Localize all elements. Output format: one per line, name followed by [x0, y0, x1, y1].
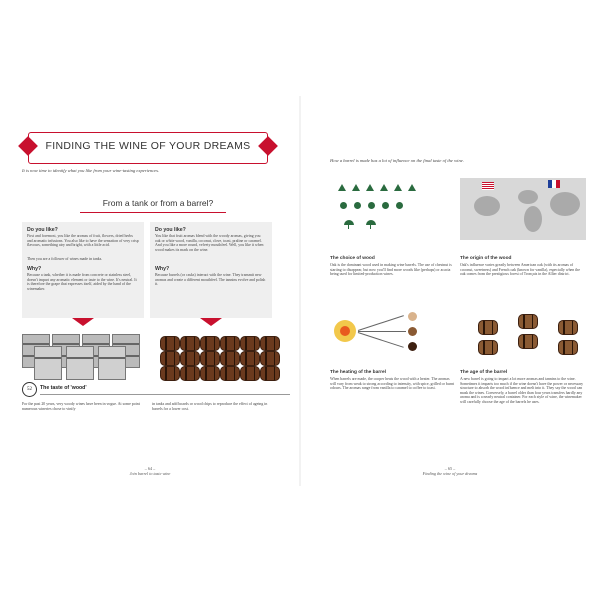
taste-logo-icon: 52 — [22, 382, 37, 397]
barrel — [260, 336, 280, 351]
tank-p1b: Then you are a follower of wines made in tanks. — [27, 257, 103, 261]
barrel — [200, 351, 220, 366]
age-text: A new barrel is going to impart a lot more aromas and tannins to the wine. Sometimes it imparts too much if the wine doesn't have the power or necessary structure to absorb the wood influence and melt into it. They say the wood can mask the wines. Conversely, a barrel older than four years transfers hardly any aroma and is a nearly neutral container. For each style of wine, the winemaker will carefully choose the age of the barrels he uses. — [460, 377, 584, 404]
age-tile — [460, 310, 586, 410]
barrel-card — [150, 222, 272, 318]
barrel — [180, 366, 200, 381]
barrel — [200, 336, 220, 351]
barrel — [160, 366, 180, 381]
barrel — [160, 351, 180, 366]
round-tree-icon — [382, 202, 389, 209]
france-flag-icon — [548, 180, 560, 188]
tank-q2: Why? — [27, 266, 42, 272]
heating-title: The heating of the barrel — [330, 370, 386, 375]
round-tree-icon — [354, 202, 361, 209]
pine-tree-icon — [394, 184, 402, 191]
taste-col1: For the past 20 years, very woody wines have been in vogue. At some point numerous wineries chose to vinify — [22, 402, 140, 411]
acacia-tree-icon — [366, 220, 376, 225]
chapter-title: FINDING THE WINE OF YOUR DREAMS — [45, 140, 251, 152]
heavy-toast-swatch — [408, 342, 417, 351]
barrel-q1: Do you like? — [155, 227, 186, 233]
barrels-illustration — [160, 336, 280, 382]
barrel — [478, 340, 498, 355]
left-running-title: Join barrel to taste wine — [129, 471, 171, 476]
subtitle-underline — [80, 212, 226, 213]
right-page-number: – 65 – — [444, 466, 456, 471]
barrel — [240, 351, 260, 366]
barrel — [220, 366, 240, 381]
age-title: The age of the barrel — [460, 370, 508, 375]
origin-title: The origin of the wood — [460, 256, 512, 261]
heating-text: When barrels are made, the cooper heats the wood with a heater. The aromas will vary from weak to strong according to intensity, with spice, grilled or burnt odours. The aromas range from vanilla to caramel to coffee to toast. — [330, 377, 455, 391]
light-toast-swatch — [408, 312, 417, 321]
round-tree-icon — [368, 202, 375, 209]
origin-of-wood-tile — [460, 178, 586, 278]
tank — [98, 346, 126, 380]
taste-rule — [40, 394, 290, 395]
round-tree-icon — [340, 202, 347, 209]
choice-title: The choice of wood — [330, 256, 375, 261]
barrel — [180, 336, 200, 351]
origin-text: Oak's influence varies greatly between American oak (with its aromas of coconut, sweetness) and French oak (known for vanilla), especially when the oak comes from the prestigious forest of Tronçais in the Allier district. — [460, 263, 580, 277]
chapter-banner — [28, 132, 268, 164]
barrel — [518, 334, 538, 349]
section-subtitle: From a tank or from a barrel? — [102, 198, 214, 208]
medium-toast-swatch — [408, 327, 417, 336]
tank-card-marker — [72, 318, 94, 326]
barrel — [518, 314, 538, 329]
barrel — [240, 336, 260, 351]
barrel — [558, 320, 578, 335]
taste-col2: in tanks and add boards or wood chips to reproduce the effect of ageing in barrels for a lower cost. — [152, 402, 268, 411]
barrel-p2: Because barrels (or casks) interact with the wine. They transmit new aromas and create a different mouthfeel. The tannins evolve and polish it. — [155, 273, 266, 287]
tank — [66, 346, 94, 380]
world-map — [460, 178, 586, 240]
pine-tree-icon — [366, 184, 374, 191]
tank-card — [22, 222, 144, 318]
right-page — [300, 0, 600, 600]
pine-tree-icon — [408, 184, 416, 191]
tanks-illustration — [22, 334, 140, 382]
left-intro: It is now time to identify what you like from your wine-tasting experiences. — [22, 168, 160, 173]
taste-title: The taste of 'wood' — [40, 385, 87, 391]
choice-of-wood-tile — [330, 178, 456, 278]
pine-tree-icon — [352, 184, 360, 191]
left-folio — [90, 466, 210, 476]
round-tree-icon — [396, 202, 403, 209]
barrel — [220, 351, 240, 366]
barrel — [260, 351, 280, 366]
barrel — [220, 336, 240, 351]
tank — [34, 346, 62, 380]
barrel-p1: You like that fruit aromas blend with the woody aromas, giving you oak or white wood, vanilla, coconut, clove, toast, praline or caramel. And you like a more round, velvety mouthfeel. Well, you like it when wood makes its mark on the wine. — [155, 234, 264, 252]
right-intro: How a barrel is made has a lot of influence on the final taste of the wine. — [330, 158, 464, 163]
acacia-tree-icon — [344, 220, 354, 225]
barrel — [558, 340, 578, 355]
left-page-number: – 64 – — [144, 466, 156, 471]
barrel — [260, 366, 280, 381]
right-folio — [390, 466, 510, 476]
barrel — [240, 366, 260, 381]
pine-tree-icon — [380, 184, 388, 191]
choice-text: Oak is the dominant wood used in making wine barrels. The use of chestnut is starting to disappear, but now you'll find more woods like (perhaps) or acacia being used for limited-production wines. — [330, 263, 452, 277]
right-running-title: Finding the wine of your dreams — [422, 471, 478, 476]
usa-flag-icon — [482, 182, 494, 190]
barrel — [200, 366, 220, 381]
heating-tile — [330, 310, 456, 410]
barrel — [180, 351, 200, 366]
tank-p1: First and foremost, you like the aromas of fruit, flowers, dried herbs and aromatic infusions. You also like to have the sensation of very crisp flavours, something airy and bright, with a little acid. — [27, 234, 139, 248]
barrel — [478, 320, 498, 335]
barrel-card-marker — [200, 318, 222, 326]
barrel — [160, 336, 180, 351]
tank-q1: Do you like? — [27, 227, 58, 233]
barrel-q2: Why? — [155, 266, 170, 272]
tank-p2: Because a tank, whether it is made from concrete or stainless steel, doesn't impart any aromatic element or taste to the wine. It's neutral. It is therefore the grape that expresses itself, aided by the hand of the winemaker. — [27, 273, 137, 291]
pine-tree-icon — [338, 184, 346, 191]
